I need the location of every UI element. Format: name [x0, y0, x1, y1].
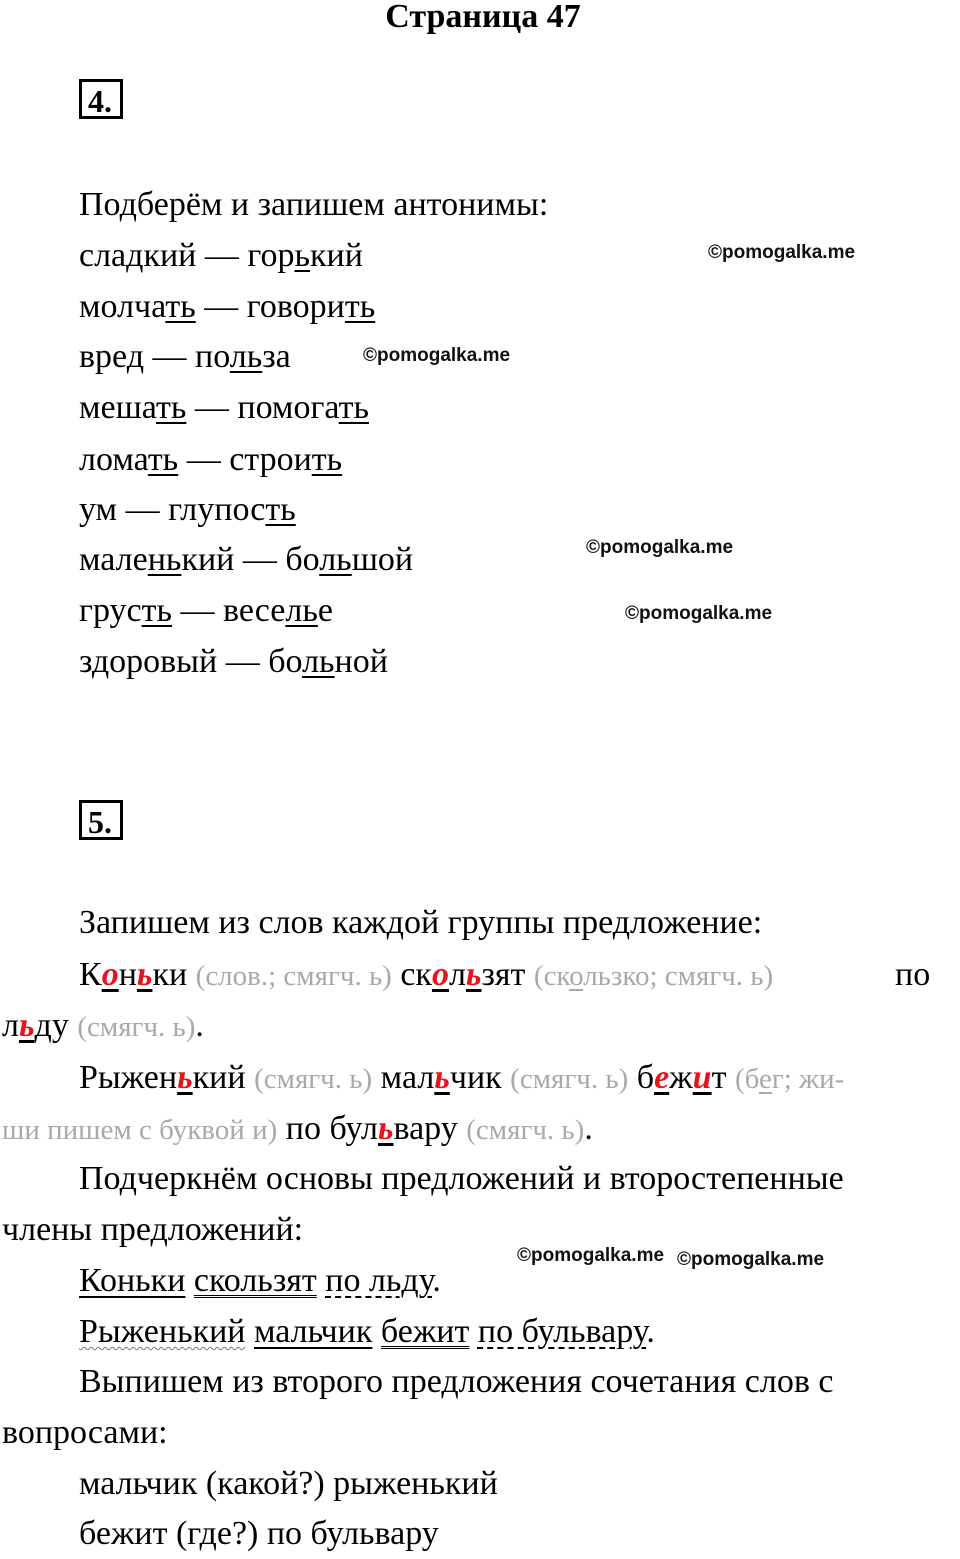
watermark: ©pomogalka.me: [586, 537, 734, 558]
watermark: ©pomogalka.me: [363, 345, 511, 366]
sentence-1-line-2: льду (смягч. ь).: [2, 1007, 204, 1044]
antonym-pair-7: маленький — большой: [79, 541, 414, 578]
adverbial: по бульвару: [477, 1313, 647, 1350]
parsed-sentence-2: Рыженький мальчик бежит по бульвару.: [79, 1313, 655, 1350]
attribute: Рыженький: [79, 1313, 246, 1350]
antonym-pair-1: сладкий — горький: [79, 237, 363, 274]
task-5-number: 5.: [79, 800, 123, 840]
underline-instruction-line-2: члены предложений:: [2, 1211, 304, 1248]
antonym-pair-6: ум — глупость: [79, 491, 296, 528]
task-4-intro: Подберём и запишем антонимы:: [79, 186, 549, 223]
watermark: ©pomogalka.me: [517, 1245, 665, 1266]
antonym-pair-2: молчать — говорить: [79, 288, 376, 325]
antonym-pair-4: мешать — помогать: [79, 389, 369, 426]
subject: Коньки: [79, 1262, 186, 1299]
sentence-2-line-2: ши пишем с буквой и) по бульвару (смягч. ь).: [2, 1110, 593, 1147]
antonym-pair-3: вред — польза: [79, 338, 291, 375]
task-5-intro: Запишем из слов каждой группы предложение:: [79, 904, 763, 941]
watermark: ©pomogalka.me: [625, 603, 773, 624]
word-combination-1: мальчик (какой?) рыженький: [79, 1465, 498, 1502]
underline-instruction-line-1: Подчеркнём основы предложений и второстепенные: [79, 1160, 844, 1197]
watermark: ©pomogalka.me: [677, 1249, 825, 1270]
antonym-pair-9: здоровый — больной: [79, 643, 388, 680]
page-title: Страница 47: [385, 0, 581, 35]
task-4-number: 4.: [79, 79, 123, 119]
combos-instruction-line-1: Выпишем из второго предложения сочетания слов с: [79, 1363, 834, 1400]
watermark: ©pomogalka.me: [708, 242, 856, 263]
parsed-sentence-1: Коньки скользят по льду.: [79, 1262, 441, 1299]
antonym-pair-5: ломать — строить: [79, 441, 343, 478]
predicate: скользят: [193, 1262, 317, 1299]
sentence-2-line-1: Рыженький (смягч. ь) мальчик (смягч. ь) бежит (бег; жи-: [79, 1059, 845, 1096]
combos-instruction-line-2: вопросами:: [2, 1414, 168, 1451]
sentence-1-preposition: по: [895, 956, 931, 993]
word-combination-2: бежит (где?) по бульвару: [79, 1515, 439, 1552]
predicate: бежит: [380, 1313, 470, 1350]
sentence-1-line-1: Коньки (слов.; смягч. ь) скользят (скользко; смягч. ь): [79, 956, 774, 993]
subject: мальчик: [254, 1313, 373, 1350]
antonym-pair-8: грусть — веселье: [79, 592, 333, 629]
adverbial: по льду: [325, 1262, 433, 1299]
